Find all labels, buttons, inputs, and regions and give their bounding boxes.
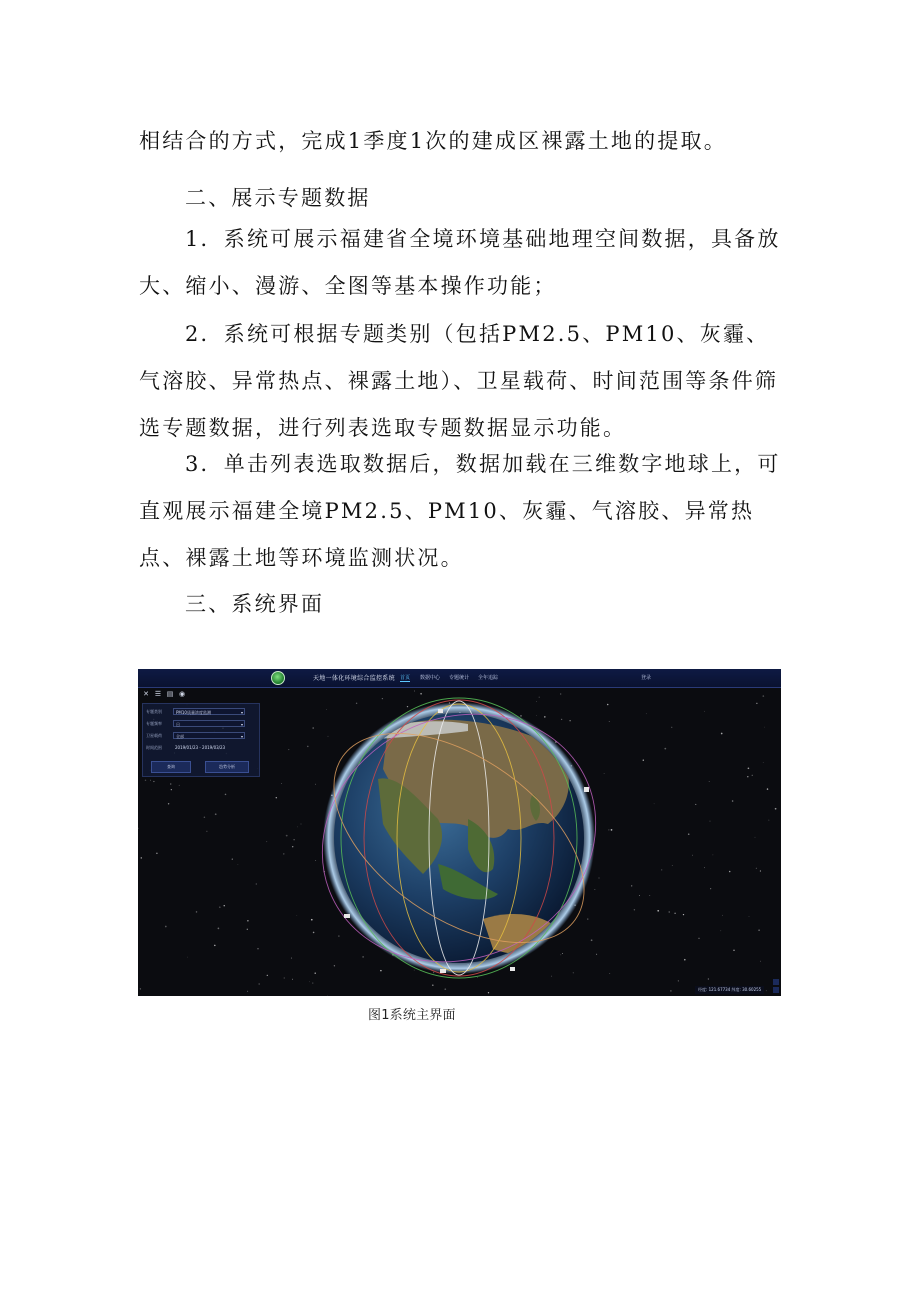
paragraph-intro-end: 相结合的方式，完成1季度1次的建成区裸露土地的提取。 (139, 129, 727, 153)
layers-icon[interactable]: ▤ (166, 690, 174, 698)
list-icon[interactable]: ☰ (154, 690, 162, 698)
section-heading-2: 二、展示专题数据 (185, 186, 371, 210)
login-link[interactable]: 登录 (641, 675, 652, 681)
paragraph-item-1: 1．系统可展示福建省全境环境基础地理空间数据，具备放大、缩小、漫游、全图等基本操作功能； (139, 227, 781, 298)
paragraph-item-2: 2．系统可根据专题类别（包括PM2.5、PM10、灰霾、气溶胶、异常热点、裸露土地）、卫星载荷、时间范围等条件筛选专题数据，进行列表选取专题数据显示功能。 (139, 322, 779, 440)
chevron-down-icon: ▾ (240, 734, 243, 739)
filter-label: 时间范围 (146, 745, 162, 750)
digital-earth-globe[interactable] (138, 669, 781, 996)
filter-label: 专题频率 (146, 721, 162, 726)
figure-caption: 图1系统主界面 (368, 1008, 456, 1023)
nav-annual-tracking[interactable]: 全年追踪 (478, 675, 499, 681)
globe-icon[interactable]: ◉ (178, 690, 186, 698)
topic-select[interactable]: PM10质量浓度监测 ▾ (173, 708, 245, 715)
system-title: 天地一体化环境综合监控系统 (313, 675, 395, 682)
close-icon[interactable]: ✕ (143, 690, 149, 698)
chevron-down-icon: ▾ (240, 710, 243, 715)
chevron-down-icon: ▾ (240, 722, 243, 727)
system-screenshot (138, 669, 781, 996)
nav-data-center[interactable]: 数据中心 (420, 675, 441, 681)
trend-analysis-button[interactable]: 趋势分析 (205, 761, 249, 773)
frequency-select[interactable]: 日 ▾ (173, 720, 245, 727)
search-button[interactable]: 查询 (151, 761, 191, 773)
filter-label: 专题类别 (146, 709, 162, 714)
nav-home[interactable]: 首页 (400, 675, 411, 681)
section-heading-3: 三、系统界面 (185, 592, 325, 616)
time-range-input[interactable]: 2019/01/23 - 2019/03/23 (175, 745, 226, 750)
paragraph-item-3: 3．单击列表选取数据后，数据加载在三维数字地球上，可直观展示福建全境PM2.5、PM10、灰霾、气溶胶、异常热点、裸露土地等环境监测状况。 (139, 452, 781, 570)
coordinate-readout: 经度: 121.67734 纬度: 30.60255 (695, 986, 764, 994)
zoom-controls[interactable] (773, 979, 779, 993)
filter-label: 卫星载荷 (146, 733, 162, 738)
nav-topic-stats[interactable]: 专题统计 (449, 675, 470, 681)
satellite-select[interactable]: 全部 ▾ (173, 732, 245, 739)
